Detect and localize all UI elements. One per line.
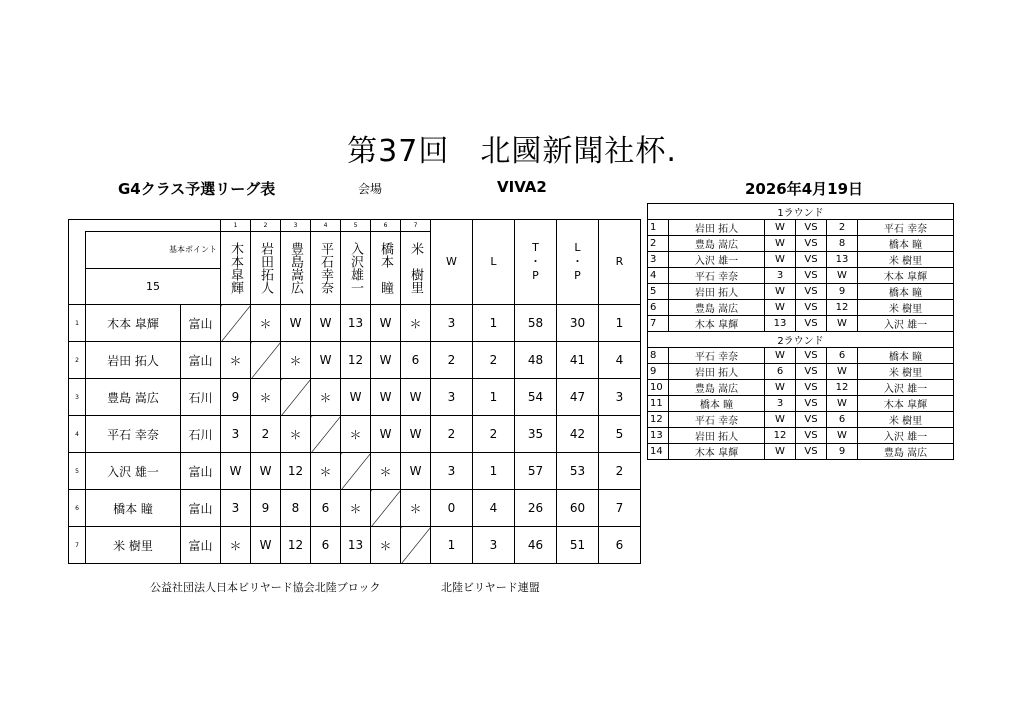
match-player-2: 橋本 瞳 (858, 236, 954, 252)
match-result: ＊ (281, 342, 311, 379)
match-row (648, 220, 954, 236)
match-player-2: 入沢 雄一 (858, 380, 954, 396)
player-tp: 57 (515, 453, 557, 490)
match-row (648, 236, 954, 252)
player-name: 入沢 雄一 (86, 453, 181, 490)
player-row (69, 305, 641, 342)
player-w: 1 (431, 527, 473, 564)
stat-header: L ・ P (557, 220, 599, 305)
organizer-name: 公益社団法人日本ビリヤード協会北陸ブロック (150, 581, 381, 594)
match-vs: VS (796, 412, 827, 428)
match-player-1: 平石 幸奈 (669, 348, 765, 364)
column-player-name-text: 米 樹里 (408, 242, 423, 294)
match-result: ＊ (371, 527, 401, 564)
player-prefecture: 富山 (181, 305, 221, 342)
player-tp: 48 (515, 342, 557, 379)
round-schedule-table (647, 203, 954, 460)
column-player-name-text: 入沢雄一 (348, 242, 363, 294)
column-player-name-text: 橋本 瞳 (378, 242, 393, 294)
match-vs: VS (796, 444, 827, 460)
player-number: 6 (69, 490, 86, 527)
match-score-1: W (765, 220, 796, 236)
match-score-2: 6 (827, 412, 858, 428)
page-title: 第37回 北國新聞社杯. (347, 134, 677, 169)
stat-header: L (473, 220, 515, 305)
match-score-1: W (765, 300, 796, 316)
match-row (648, 284, 954, 300)
match-result: W (401, 379, 431, 416)
player-l: 4 (473, 490, 515, 527)
player-r: 3 (599, 379, 641, 416)
match-player-2: 米 樹里 (858, 412, 954, 428)
match-result: ＊ (251, 379, 281, 416)
player-name: 米 樹里 (86, 527, 181, 564)
match-player-1: 岩田 拓人 (669, 220, 765, 236)
player-name: 岩田 拓人 (86, 342, 181, 379)
event-date: 2026年4月19日 (745, 180, 864, 198)
match-player-2: 米 樹里 (858, 252, 954, 268)
match-result: W (251, 527, 281, 564)
match-score-2: W (827, 316, 858, 332)
match-number: 3 (648, 252, 669, 268)
player-w: 2 (431, 342, 473, 379)
diagonal-cell (251, 342, 281, 379)
match-result: 9 (251, 490, 281, 527)
match-row (648, 316, 954, 332)
match-number: 14 (648, 444, 669, 460)
column-number: 2 (251, 220, 281, 232)
match-result: ＊ (371, 453, 401, 490)
column-number: 3 (281, 220, 311, 232)
match-result: ＊ (341, 416, 371, 453)
match-score-2: 2 (827, 220, 858, 236)
stat-header: R (599, 220, 641, 305)
column-player-name (401, 232, 431, 305)
player-row (69, 453, 641, 490)
match-result: 12 (281, 453, 311, 490)
player-prefecture: 富山 (181, 453, 221, 490)
player-tp: 35 (515, 416, 557, 453)
stat-header: T ・ P (515, 220, 557, 305)
match-result: 8 (281, 490, 311, 527)
match-result: ＊ (341, 490, 371, 527)
match-result: 2 (251, 416, 281, 453)
match-result: 13 (341, 527, 371, 564)
match-number: 8 (648, 348, 669, 364)
column-number: 5 (341, 220, 371, 232)
match-player-2: 平石 幸奈 (858, 220, 954, 236)
match-vs: VS (796, 364, 827, 380)
column-number: 7 (401, 220, 431, 232)
diagonal-cell (371, 490, 401, 527)
match-score-2: W (827, 268, 858, 284)
match-row (648, 380, 954, 396)
match-result: 3 (221, 490, 251, 527)
match-player-2: 木本 皐輝 (858, 396, 954, 412)
round-header-row (648, 204, 954, 220)
venue-label: 会場 (358, 182, 383, 196)
match-row (648, 412, 954, 428)
match-result: ＊ (401, 305, 431, 342)
match-vs: VS (796, 396, 827, 412)
match-result: ＊ (221, 527, 251, 564)
corner-cell (69, 220, 221, 232)
match-vs: VS (796, 268, 827, 284)
match-number: 5 (648, 284, 669, 300)
match-result: 12 (341, 342, 371, 379)
player-lp: 30 (557, 305, 599, 342)
match-vs: VS (796, 348, 827, 364)
match-row (648, 444, 954, 460)
match-player-2: 木本 皐輝 (858, 268, 954, 284)
player-w: 2 (431, 416, 473, 453)
match-player-1: 木本 皐輝 (669, 444, 765, 460)
player-row (69, 342, 641, 379)
match-result: W (311, 342, 341, 379)
column-number: 1 (221, 220, 251, 232)
player-number: 2 (69, 342, 86, 379)
match-vs: VS (796, 252, 827, 268)
diagonal-cell (311, 416, 341, 453)
column-number: 4 (311, 220, 341, 232)
match-number: 1 (648, 220, 669, 236)
player-lp: 41 (557, 342, 599, 379)
match-number: 2 (648, 236, 669, 252)
match-result: ＊ (311, 379, 341, 416)
player-l: 3 (473, 527, 515, 564)
column-player-name-text: 岩田拓人 (258, 242, 273, 294)
venue-name: VIVA2 (497, 178, 547, 196)
match-result: W (371, 305, 401, 342)
match-score-2: 9 (827, 284, 858, 300)
match-number: 11 (648, 396, 669, 412)
base-point-value: 15 (86, 268, 221, 305)
player-r: 7 (599, 490, 641, 527)
player-prefecture: 富山 (181, 527, 221, 564)
match-score-1: W (765, 348, 796, 364)
column-player-name-text: 豊島嵩広 (288, 242, 303, 294)
match-result: ＊ (311, 453, 341, 490)
player-lp: 47 (557, 379, 599, 416)
match-score-2: 12 (827, 300, 858, 316)
match-score-1: W (765, 380, 796, 396)
match-result: W (281, 305, 311, 342)
match-row (648, 348, 954, 364)
match-score-2: 12 (827, 380, 858, 396)
match-score-2: 6 (827, 348, 858, 364)
base-point-label: 基本ポイント (86, 232, 221, 269)
match-score-1: W (765, 284, 796, 300)
player-row (69, 490, 641, 527)
base-point-spacer (69, 268, 86, 305)
match-player-1: 岩田 拓人 (669, 364, 765, 380)
player-r: 5 (599, 416, 641, 453)
match-player-1: 平石 幸奈 (669, 268, 765, 284)
player-row (69, 527, 641, 564)
match-vs: VS (796, 380, 827, 396)
player-name: 豊島 嵩広 (86, 379, 181, 416)
match-result: W (311, 305, 341, 342)
player-name: 橋本 瞳 (86, 490, 181, 527)
match-score-2: 13 (827, 252, 858, 268)
match-number: 4 (648, 268, 669, 284)
column-player-name-text: 木本皐輝 (228, 242, 243, 294)
match-row (648, 252, 954, 268)
match-result: ＊ (401, 490, 431, 527)
player-number: 7 (69, 527, 86, 564)
match-player-1: 橋本 瞳 (669, 396, 765, 412)
league-table (68, 219, 641, 564)
diagonal-cell (221, 305, 251, 342)
player-w: 3 (431, 379, 473, 416)
diagonal-cell (281, 379, 311, 416)
round-label: 2ラウンド (648, 332, 954, 348)
match-result: 6 (401, 342, 431, 379)
player-l: 2 (473, 342, 515, 379)
column-number: 6 (371, 220, 401, 232)
match-number: 6 (648, 300, 669, 316)
match-vs: VS (796, 236, 827, 252)
player-tp: 54 (515, 379, 557, 416)
match-score-2: W (827, 396, 858, 412)
player-l: 1 (473, 379, 515, 416)
base-point-spacer (69, 232, 86, 269)
match-score-1: 3 (765, 396, 796, 412)
diagonal-cell (401, 527, 431, 564)
match-result: W (401, 416, 431, 453)
player-lp: 51 (557, 527, 599, 564)
round-header-row (648, 332, 954, 348)
match-result: W (371, 416, 401, 453)
player-number: 1 (69, 305, 86, 342)
player-tp: 58 (515, 305, 557, 342)
player-r: 4 (599, 342, 641, 379)
match-result: 13 (341, 305, 371, 342)
match-result: 9 (221, 379, 251, 416)
match-player-2: 米 樹里 (858, 300, 954, 316)
match-result: 3 (221, 416, 251, 453)
match-result: ＊ (221, 342, 251, 379)
player-l: 2 (473, 416, 515, 453)
player-r: 2 (599, 453, 641, 490)
match-row (648, 428, 954, 444)
player-number: 5 (69, 453, 86, 490)
match-score-1: W (765, 412, 796, 428)
match-player-2: 入沢 雄一 (858, 428, 954, 444)
match-player-1: 入沢 雄一 (669, 252, 765, 268)
match-score-1: 6 (765, 364, 796, 380)
match-result: 6 (311, 527, 341, 564)
column-player-name (311, 232, 341, 305)
player-w: 3 (431, 453, 473, 490)
match-score-2: W (827, 428, 858, 444)
match-score-2: W (827, 364, 858, 380)
match-player-1: 平石 幸奈 (669, 412, 765, 428)
player-r: 1 (599, 305, 641, 342)
player-prefecture: 富山 (181, 342, 221, 379)
header-number-row (69, 220, 641, 232)
player-row (69, 379, 641, 416)
match-score-1: 13 (765, 316, 796, 332)
player-lp: 60 (557, 490, 599, 527)
federation-name: 北陸ビリヤード連盟 (441, 581, 540, 594)
player-name: 木本 皐輝 (86, 305, 181, 342)
diagonal-cell (341, 453, 371, 490)
match-player-1: 豊島 嵩広 (669, 380, 765, 396)
match-result: W (371, 379, 401, 416)
match-vs: VS (796, 300, 827, 316)
player-w: 0 (431, 490, 473, 527)
match-score-1: 3 (765, 268, 796, 284)
match-player-1: 岩田 拓人 (669, 428, 765, 444)
match-result: ＊ (281, 416, 311, 453)
match-result: W (401, 453, 431, 490)
match-score-1: W (765, 236, 796, 252)
match-result: ＊ (251, 305, 281, 342)
stat-header: W (431, 220, 473, 305)
match-vs: VS (796, 428, 827, 444)
match-row (648, 396, 954, 412)
match-result: W (221, 453, 251, 490)
player-l: 1 (473, 305, 515, 342)
match-number: 7 (648, 316, 669, 332)
player-r: 6 (599, 527, 641, 564)
match-result: W (251, 453, 281, 490)
match-number: 10 (648, 380, 669, 396)
match-player-2: 米 樹里 (858, 364, 954, 380)
match-vs: VS (796, 316, 827, 332)
match-score-1: W (765, 252, 796, 268)
player-tp: 46 (515, 527, 557, 564)
player-prefecture: 石川 (181, 379, 221, 416)
column-player-name (371, 232, 401, 305)
league-name: G4クラス予選リーグ表 (118, 180, 276, 198)
player-name: 平石 幸奈 (86, 416, 181, 453)
player-number: 4 (69, 416, 86, 453)
match-player-1: 岩田 拓人 (669, 284, 765, 300)
match-number: 13 (648, 428, 669, 444)
match-player-1: 豊島 嵩広 (669, 300, 765, 316)
column-player-name (221, 232, 251, 305)
column-player-name (251, 232, 281, 305)
match-vs: VS (796, 220, 827, 236)
column-player-name (341, 232, 371, 305)
match-score-1: W (765, 444, 796, 460)
player-number: 3 (69, 379, 86, 416)
match-score-2: 8 (827, 236, 858, 252)
player-row (69, 416, 641, 453)
match-player-2: 橋本 瞳 (858, 284, 954, 300)
column-player-name-text: 平石幸奈 (318, 242, 333, 294)
match-player-2: 豊島 嵩広 (858, 444, 954, 460)
match-number: 9 (648, 364, 669, 380)
player-prefecture: 石川 (181, 416, 221, 453)
player-lp: 42 (557, 416, 599, 453)
player-w: 3 (431, 305, 473, 342)
match-player-1: 木本 皐輝 (669, 316, 765, 332)
player-l: 1 (473, 453, 515, 490)
round-label: 1ラウンド (648, 204, 954, 220)
match-score-2: 9 (827, 444, 858, 460)
match-score-1: 12 (765, 428, 796, 444)
match-vs: VS (796, 284, 827, 300)
match-player-2: 入沢 雄一 (858, 316, 954, 332)
match-result: 12 (281, 527, 311, 564)
match-player-2: 橋本 瞳 (858, 348, 954, 364)
player-tp: 26 (515, 490, 557, 527)
match-row (648, 300, 954, 316)
match-result: W (371, 342, 401, 379)
player-lp: 53 (557, 453, 599, 490)
match-number: 12 (648, 412, 669, 428)
player-prefecture: 富山 (181, 490, 221, 527)
match-player-1: 豊島 嵩広 (669, 236, 765, 252)
match-row (648, 364, 954, 380)
match-result: W (341, 379, 371, 416)
column-player-name (281, 232, 311, 305)
match-row (648, 268, 954, 284)
match-result: 6 (311, 490, 341, 527)
